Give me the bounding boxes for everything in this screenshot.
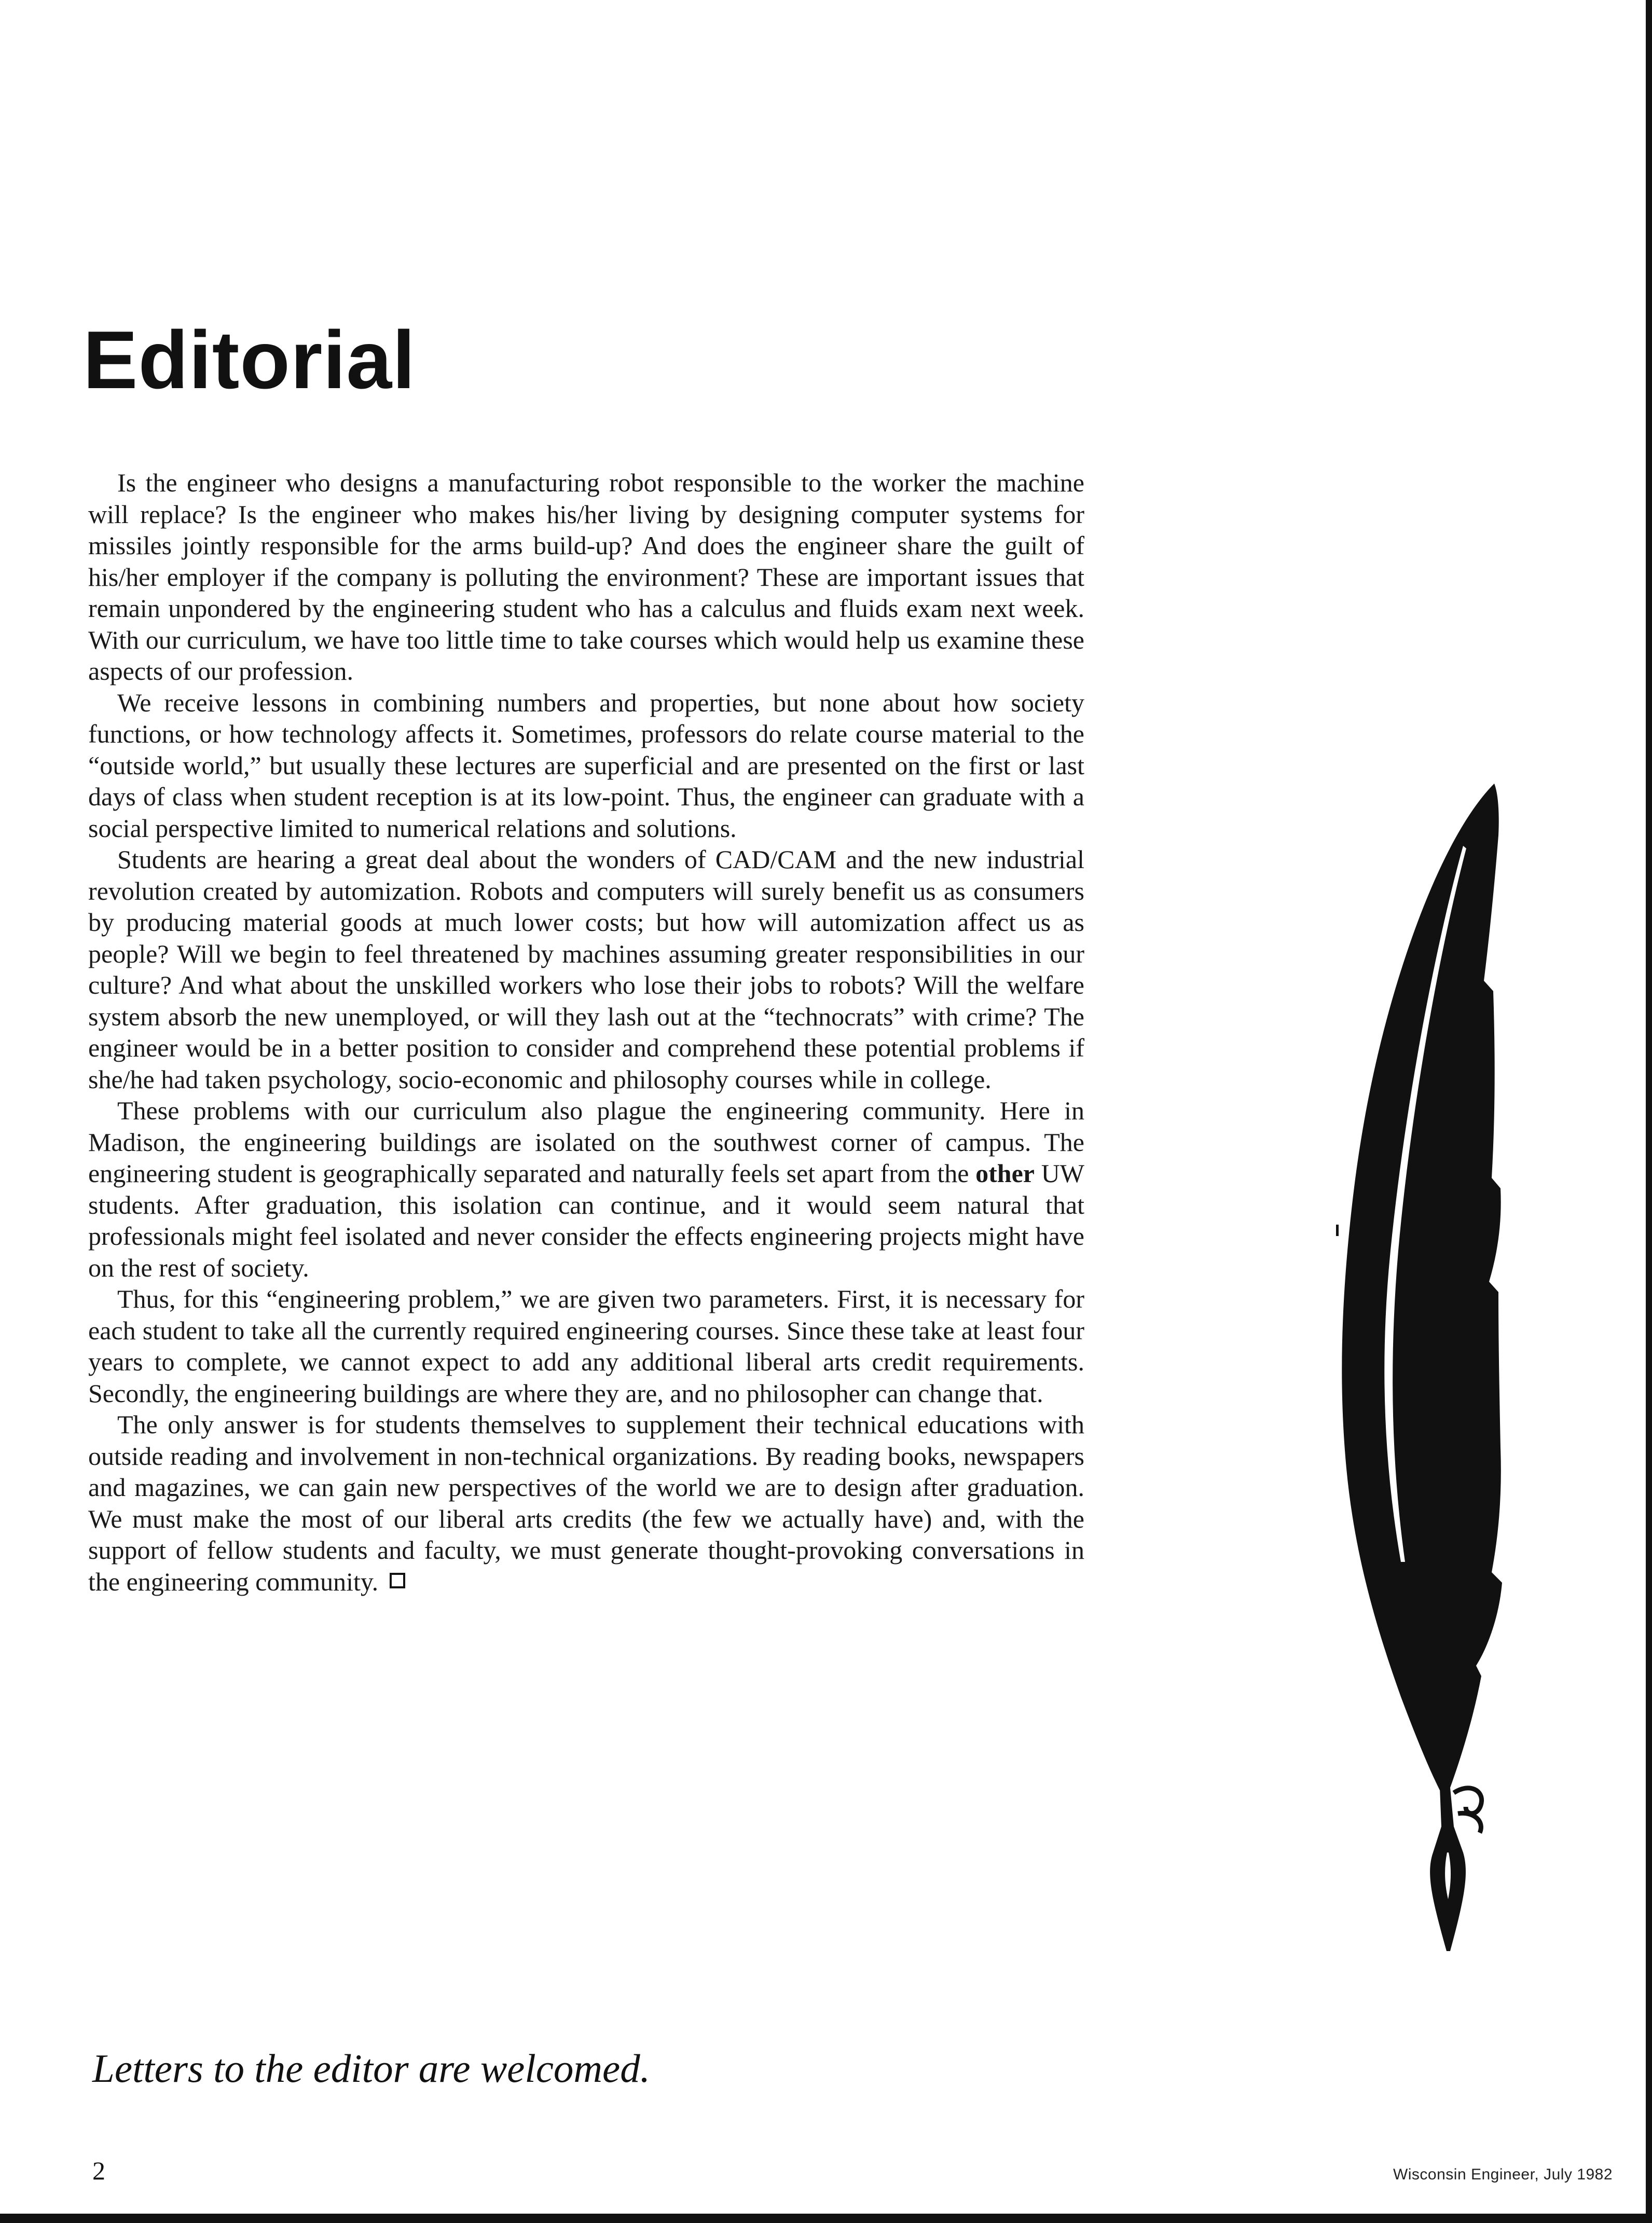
page-number: 2: [92, 2156, 105, 2185]
paragraph-text: UW students. After graduation, this isolation can continue, and it would seem natural that professionals might feel isolated and never consider the effects engineering projects might have on the rest of society.: [88, 1159, 1084, 1282]
paragraph-text: We receive lessons in combining numbers and properties, but none about how society functions, or how technology affects it. Sometimes, professors do relate course material to the “outside world,” but usually these lectures are superficial and are presented on the first or last days of class when student reception is at its low-point. Thus, the engineer can graduate with a social perspective limited to numerical relations and solutions.: [88, 688, 1084, 843]
closing-note: Letters to the editor are welcomed.: [92, 2046, 650, 2091]
footer-credit: Wisconsin Engineer, July 1982: [1393, 2166, 1613, 2183]
paragraph-text: The only answer is for students themselves to supplement their technical educations with outside reading and involvement in non-technical organizations. By reading books, newspapers and magazines, we can gain new perspectives of the world we are to design after graduation. We must make the most of our liberal arts credits (the few we actually have) and, with the support of fellow students and faculty, we must generate thought-provoking conversations in the engineering community.: [88, 1410, 1084, 1596]
editorial-body: [88, 467, 1084, 1597]
page-title: Editorial: [83, 314, 416, 406]
editorial-paragraph: [88, 1409, 1084, 1597]
editorial-paragraph: [88, 1095, 1084, 1283]
paragraph-text: Thus, for this “engineering problem,” we are given two parameters. First, it is necessary for each student to take all the currently required engineering courses. Since these take at least four years to complete, we cannot expect to add any additional liberal arts credit requirements. Secondly, the engineering buildings are where they are, and no philosopher can change that.: [88, 1284, 1084, 1408]
quill-pen-icon: [1333, 784, 1510, 1951]
editorial-paragraph: [88, 467, 1084, 687]
emphasized-word: other: [975, 1159, 1035, 1188]
end-of-article-square-icon: [390, 1573, 405, 1588]
paragraph-text: Is the engineer who designs a manufacturing robot responsible to the worker the machine will replace? Is the engineer who makes his/her living by designing computer systems for missiles jointly responsible for the arms build-up? And does the engineer share the guilt of his/her employer if the company is polluting the environment? These are important issues that remain unpondered by the engineering student who has a calculus and fluids exam next week. With our curriculum, we have too little time to take courses which would help us examine these aspects of our profession.: [88, 468, 1084, 685]
paragraph-text: These problems with our curriculum also plague the engineering community. Here in Madison, the engineering buildings are isolated on the southwest corner of campus. The engineering student is geographically separated and naturally feels set apart from the: [88, 1096, 1084, 1188]
editorial-paragraph: [88, 1283, 1084, 1409]
paragraph-text: Students are hearing a great deal about the wonders of CAD/CAM and the new industrial revolution created by automization. Robots and computers will surely benefit us as consumers by producing material goods at much lower costs; but how will automization affect us as people? Will we begin to feel threatened by machines assuming greater responsibilities in our culture? And what about the unskilled workers who lose their jobs to robots? Will the welfare system absorb the new unemployed, or will they lash out at the “technocrats” with crime? The engineer would be in a better position to consider and comprehend these potential problems if she/he had taken psychology, socio-economic and philosophy courses while in college.: [88, 845, 1084, 1094]
editorial-paragraph: [88, 844, 1084, 1095]
right-edge-rule: [1646, 0, 1652, 2223]
bottom-edge-rule: [0, 2214, 1652, 2223]
editorial-paragraph: [88, 687, 1084, 844]
